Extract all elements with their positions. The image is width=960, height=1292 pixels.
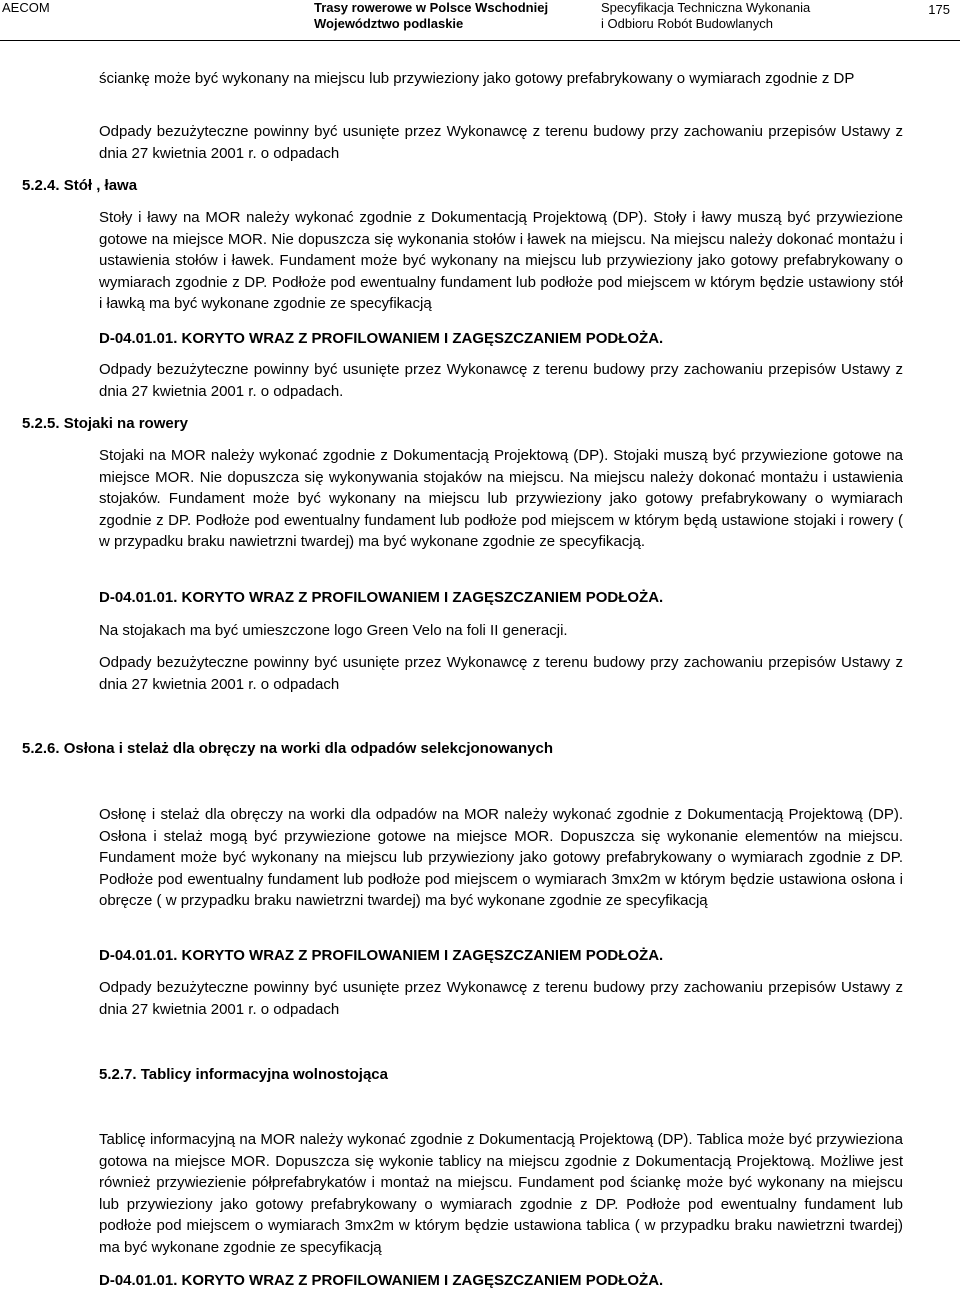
page-header (0, 0, 960, 41)
paragraph: Na stojakach ma być umieszczone logo Green Velo na foli II generacji. (99, 622, 568, 639)
section-heading: 5.2.6. Osłona i stelaż dla obręczy na worki dla odpadów selekcjonowanych (22, 740, 553, 757)
page-number: 175 (928, 2, 950, 17)
project-title: Trasy rowerowe w Polsce Wschodniej Województwo podlaskie (314, 0, 549, 31)
paragraph: Odpady bezużyteczne powinny być usunięte przez Wykonawcę z terenu budowy przy zachowaniu przepisów Ustawy z dnia 27 kwietnia 2001 r. o odpadach (99, 654, 903, 693)
company-name: AECOM (2, 0, 50, 15)
spec-title: Specyfikacja Techniczna Wykonania i Odbioru Robót Budowlanych (601, 0, 811, 31)
paragraph: Tablicę informacyjną na MOR należy wykonać zgodnie z Dokumentacją Projektową (DP). Tablica może być przywieziona gotowa na miejsce MOR. Dopuszcza się wykonie tablicy na miejscu zgodnie z Dokumentacją Projektową. Możliwe jest również przywiezienie półprefabrykatów i montaż na miejscu. Fundament pod ściankę może być wykonany na miejscu lub przywieziony jako gotowy prefabrykowany o wymiarach zgodnie z DP. Podłoże pod ewentualny fundament lub podłoże pod miejscem o wymiarach 3mx2m w którym będzie ustawiona tablica ( w przypadku braku nawietrzni twardej) ma być wykonane zgodnie ze specyfikacją (99, 1131, 903, 1256)
requirement-reference: D-04.01.01. KORYTO WRAZ Z PROFILOWANIEM I ZAGĘSZCZANIEM PODŁOŻA. (99, 589, 664, 606)
paragraph: Stoły i ławy na MOR należy wykonać zgodnie z Dokumentacją Projektową (DP). Stoły i ławy muszą być przywiezione gotowe na miejsce MOR. Nie dopuszcza się wykonania stołów i ławek na miejscu. Na miejscu należy dokonać montażu i ustawienia stołów i ławek. Fundament może być wykonany na miejscu lub przywieziony jako gotowy prefabrykowany o wymiarach zgodnie z DP. Podłoże pod ewentualny fundament lub podłoże pod miejscem w którym będzie ustawiony stół i ławką ma być wykonane zgodnie ze specyfikacją (99, 209, 903, 312)
section-heading: 5.2.4. Stół , ława (22, 177, 138, 194)
requirement-reference: D-04.01.01. KORYTO WRAZ Z PROFILOWANIEM I ZAGĘSZCZANIEM PODŁOŻA. (99, 330, 664, 347)
paragraph: Odpady bezużyteczne powinny być usunięte przez Wykonawcę z terenu budowy przy zachowaniu przepisów Ustawy z dnia 27 kwietnia 2001 r. o odpadach (99, 123, 903, 162)
requirement-reference: D-04.01.01. KORYTO WRAZ Z PROFILOWANIEM I ZAGĘSZCZANIEM PODŁOŻA. (99, 1272, 664, 1289)
paragraph: Osłonę i stelaż dla obręczy na worki dla odpadów na MOR należy wykonać zgodnie z Dokumentacją Projektową (DP). Osłona i stelaż mogą być przywiezione gotowe na miejsce MOR. Dopuszcza się wykonanie elementów na miejscu. Fundament może być wykonany na miejscu lub przywieziony jako gotowy prefabrykowany o wymiarach zgodnie z DP. Podłoże pod ewentualny fundament lub podłoże pod miejscem o wymiarach 3mx2m w którym będzie ustawiona osłona i obręcze ( w przypadku braku nawietrzni twardej) ma być wykonane zgodnie ze specyfikacją (99, 806, 903, 909)
paragraph: ściankę może być wykonany na miejscu lub przywieziony jako gotowy prefabrykowany o wymiarach zgodnie z DP (99, 70, 855, 87)
paragraph: Odpady bezużyteczne powinny być usunięte przez Wykonawcę z terenu budowy przy zachowaniu przepisów Ustawy z dnia 27 kwietnia 2001 r. o odpadach. (99, 361, 903, 400)
section-heading: 5.2.5. Stojaki na rowery (22, 415, 188, 432)
paragraph: Stojaki na MOR należy wykonać zgodnie z Dokumentacją Projektową (DP). Stojaki muszą być przywiezione gotowe na miejsce MOR. Nie dopuszcza się wykonywania stojaków na miejscu. Na miejscu należy dokonać montażu i ustawienia stojaków. Fundament może być wykonany na miejscu lub przywieziony jako gotowy prefabrykowany o wymiarach zgodnie z DP. Podłoże pod ewentualny fundament lub podłoże pod miejscem w którym będą ustawione stojaki i rowery ( w przypadku braku nawietrzni twardej) ma być wykonane zgodnie ze specyfikacją. (99, 447, 903, 550)
paragraph: Odpady bezużyteczne powinny być usunięte przez Wykonawcę z terenu budowy przy zachowaniu przepisów Ustawy z dnia 27 kwietnia 2001 r. o odpadach (99, 979, 903, 1018)
section-heading: 5.2.7. Tablicy informacyjna wolnostojąca (99, 1066, 388, 1083)
requirement-reference: D-04.01.01. KORYTO WRAZ Z PROFILOWANIEM I ZAGĘSZCZANIEM PODŁOŻA. (99, 947, 664, 964)
